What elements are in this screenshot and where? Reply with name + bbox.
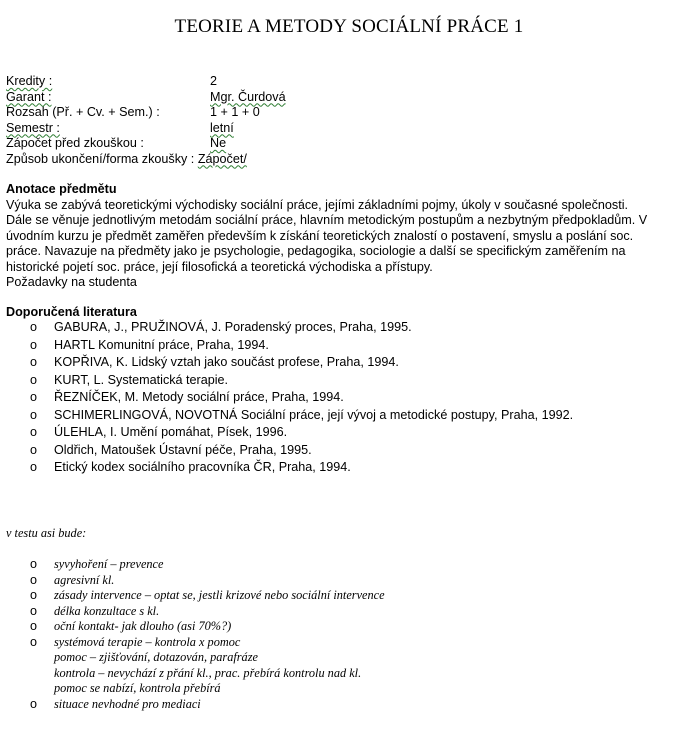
- list-item-text: systémová terapie – kontrola x pomoc: [54, 634, 241, 649]
- list-item-text: syvyhoření – prevence: [54, 557, 164, 571]
- test-heading: v testu asi bude:: [6, 526, 87, 540]
- bullet-marker: o: [30, 588, 38, 602]
- bullet-marker: o: [30, 320, 38, 334]
- list-item-text: ŘEZNÍČEK, M. Metody sociální práce, Praha, 1994.: [54, 390, 344, 404]
- sub-item-summary: pomoc se nabízí, kontrola přebírá: [54, 681, 221, 695]
- info-row-scope: [6, 105, 160, 121]
- list-item-text: KOPŘIVA, K. Lidský vztah jako součást profese, Praha, 1994.: [54, 355, 399, 369]
- sub-item-kontrola: kontrola – nevychází z přání kl., prac. přebírá kontrolu nad kl.: [54, 665, 362, 680]
- list-item-text: KURT, L. Systematická terapie.: [54, 372, 229, 387]
- document-title: TEORIE A METODY SOCIÁLNÍ PRÁCE 1: [174, 16, 524, 37]
- info-label: Kredity :: [6, 74, 53, 88]
- bullet-marker: o: [30, 337, 38, 352]
- annotation-line: historické pojetí soc. práce, její filosofická a teoretická východiska a přístupy.: [6, 259, 433, 274]
- annotation-line: Dále se věnuje jednotlivým metodám sociální práce, hlavním metodickým postupům a nezbytným předpokladům. V: [6, 213, 648, 227]
- bullet-marker: o: [30, 390, 38, 404]
- list-item-text: Etický kodex sociálního pracovníka ČR, Praha, 1994.: [54, 460, 351, 474]
- info-value: Mgr. Čurdová: [210, 89, 286, 104]
- info-value: letní: [210, 120, 234, 135]
- annotation-heading: Anotace předmětu: [6, 182, 117, 196]
- literature-heading: Doporučená literatura: [6, 305, 137, 319]
- info-row-guarantor: [6, 90, 52, 106]
- info-row-credits: [6, 74, 52, 90]
- list-item-text: oční kontakt- jak dlouho (asi 70%?): [54, 619, 232, 633]
- bullet-marker: o: [30, 603, 38, 618]
- list-item-text: agresivní kl.: [54, 572, 115, 587]
- bullet-marker: o: [30, 460, 38, 474]
- info-value: 1 + 1 + 0: [210, 105, 260, 119]
- bullet-marker: o: [30, 442, 38, 457]
- annotation-line: práce. Navazuje na předměty jako je psychologie, pedagogika, sociologie a další se specifickým zaměřením na: [6, 244, 626, 258]
- list-item-text: HARTL Komunitní práce, Praha, 1994.: [54, 337, 269, 352]
- list-item-text: situace nevhodné pro mediaci: [54, 696, 201, 711]
- info-label: Způsob ukončení/forma zkoušky :: [6, 151, 195, 166]
- info-row-credit-before-exam: [6, 136, 144, 152]
- bullet-marker: o: [30, 619, 38, 633]
- list-item-text: zásady intervence – optat se, jestli krizové nebo sociální intervence: [54, 588, 385, 602]
- list-item-text: délka konzultace s kl.: [54, 603, 160, 618]
- requirements-label: Požadavky na studenta: [6, 275, 137, 289]
- bullet-marker: o: [30, 425, 38, 439]
- list-item-text: Oldřich, Matoušek Ústavní péče, Praha, 1995.: [54, 442, 312, 457]
- bullet-marker: o: [30, 407, 38, 422]
- bullet-marker: o: [30, 557, 38, 571]
- list-item-text: ÚLEHLA, I. Umění pomáhat, Písek, 1996.: [54, 425, 288, 439]
- bullet-marker: o: [30, 634, 38, 649]
- info-value: Ne: [210, 136, 227, 150]
- annotation-line: úvodním kurzu je předmět zaměřen především k získání teoretických znalostí o postavení, smyslu a poslání soc.: [6, 228, 634, 243]
- bullet-marker: o: [30, 372, 38, 387]
- info-label: Garant :: [6, 89, 52, 104]
- info-row-completion: [6, 152, 247, 168]
- info-row-semester: [6, 121, 60, 137]
- info-value: Zápočet/: [197, 151, 247, 166]
- bullet-marker: o: [30, 572, 38, 587]
- sub-item-pomoc: pomoc – zjišťování, dotazován, parafráze: [54, 650, 258, 664]
- info-value: 2: [210, 74, 218, 88]
- info-label: Zápočet před zkouškou :: [6, 136, 144, 150]
- info-label: Semestr :: [6, 120, 60, 135]
- bullet-marker: o: [30, 355, 38, 369]
- annotation-line: Výuka se zabývá teoretickými východisky sociální práce, jejími základními pojmy, úkoly v současné společnosti.: [6, 197, 629, 212]
- list-item-text: GABURA, J., PRUŽINOVÁ, J. Poradenský proces, Praha, 1995.: [54, 320, 412, 334]
- bullet-marker: o: [30, 696, 38, 711]
- info-label: Rozsah (Př. + Cv. + Sem.) :: [6, 105, 160, 119]
- list-item-text: SCHIMERLINGOVÁ, NOVOTNÁ Sociální práce, její vývoj a metodické postupy, Praha, 1992.: [54, 407, 574, 422]
